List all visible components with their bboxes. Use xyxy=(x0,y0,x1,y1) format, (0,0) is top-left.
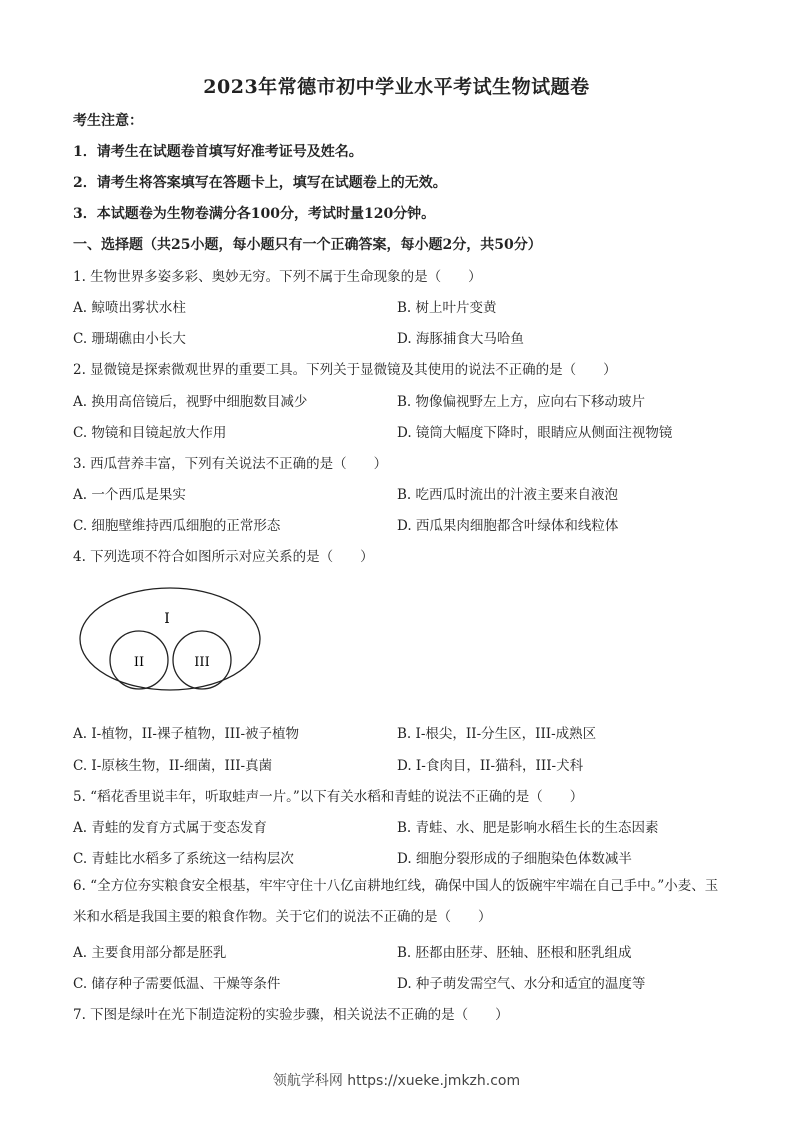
page-title: 2023年常德市初中学业水平考试生物试题卷 xyxy=(203,76,590,98)
q5-option-b: B. 青蛙、水、肥是影响水稻生长的生态因素 xyxy=(397,820,659,836)
q1-option-b: B. 树上叶片变黄 xyxy=(397,300,497,316)
q3-option-c: C. 细胞壁维持西瓜细胞的正常形态 xyxy=(73,518,281,534)
diagram-label-right: III xyxy=(194,655,210,670)
diagram-label-outer: I xyxy=(164,611,170,627)
q2-option-a: A. 换用高倍镜后，视野中细胞数目减少 xyxy=(73,394,308,410)
q4-option-d: D. I-食肉目，II-猫科，III-犬科 xyxy=(397,758,584,774)
section-heading: 一、选择题（共25小题，每小题只有一个正确答案，每小题2分，共50分） xyxy=(73,237,542,253)
q2-option-b: B. 物像偏视野左上方，应向右下移动玻片 xyxy=(397,394,646,410)
q4-option-a: A. I-植物，II-裸子植物，III-被子植物 xyxy=(73,726,300,742)
q5-option-c: C. 青蛙比水稻多了系统这一结构层次 xyxy=(73,851,294,867)
venn-diagram xyxy=(78,586,268,694)
notice-item-3: 3．本试题卷为生物卷满分各100分，考试时量120分钟。 xyxy=(73,206,436,222)
q1-option-a: A. 鲸喷出雾状水柱 xyxy=(73,300,186,316)
diagram-label-left: II xyxy=(133,655,145,670)
q6-option-c: C. 储存种子需要低温、干燥等条件 xyxy=(73,976,281,992)
q2-option-c: C. 物镜和目镜起放大作用 xyxy=(73,425,227,441)
q6-option-b: B. 胚都由胚芽、胚轴、胚根和胚乳组成 xyxy=(397,945,632,961)
question-1-stem: 1. 生物世界多姿多彩、奥妙无穷。下列不属于生命现象的是（ ） xyxy=(73,269,482,285)
question-2-stem: 2. 显微镜是探索微观世界的重要工具。下列关于显微镜及其使用的说法不正确的是（ ） xyxy=(73,362,617,378)
question-5-stem: 5. “稻花香里说丰年，听取蛙声一片。”以下有关水稻和青蛙的说法不正确的是（ ） xyxy=(73,789,584,805)
q1-option-c: C. 珊瑚礁由小长大 xyxy=(73,331,186,347)
q3-option-d: D. 西瓜果肉细胞都含叶绿体和线粒体 xyxy=(397,518,619,534)
question-7-stem: 7. 下图是绿叶在光下制造淀粉的实验步骤，相关说法不正确的是（ ） xyxy=(73,1007,509,1023)
q4-option-c: C. I-原核生物，II-细菌，III-真菌 xyxy=(73,758,273,774)
question-6-stem: 6. “全方位夯实粮食安全根基，牢牢守住十八亿亩耕地红线，确保中国人的饭碗牢牢端在自己手中。”小麦、玉米和水稻是我国主要的粮食作物。关于它们的说法不正确的是（ ） xyxy=(73,878,719,925)
q4-option-b: B. I-根尖，II-分生区，III-成熟区 xyxy=(397,726,597,742)
q3-option-b: B. 吃西瓜时流出的汁液主要来自液泡 xyxy=(397,487,619,503)
q6-option-a: A. 主要食用部分都是胚乳 xyxy=(73,945,227,961)
q6-option-d: D. 种子萌发需空气、水分和适宜的温度等 xyxy=(397,976,646,992)
q2-option-d: D. 镜筒大幅度下降时，眼睛应从侧面注视物镜 xyxy=(397,425,673,441)
question-4-stem: 4. 下列选项不符合如图所示对应关系的是（ ） xyxy=(73,549,374,565)
notice-item-2: 2．请考生将答案填写在答题卡上，填写在试题卷上的无效。 xyxy=(73,175,447,191)
footer-watermark[interactable]: 领航学科网 https://xueke.jmkzh.com xyxy=(272,1073,521,1089)
outer-ellipse xyxy=(80,588,260,690)
question-3-stem: 3. 西瓜营养丰富，下列有关说法不正确的是（ ） xyxy=(73,456,388,472)
q3-option-a: A. 一个西瓜是果实 xyxy=(73,487,186,503)
q5-option-a: A. 青蛙的发育方式属于变态发育 xyxy=(73,820,267,836)
notice-heading: 考生注意： xyxy=(73,113,143,129)
q1-option-d: D. 海豚捕食大马哈鱼 xyxy=(397,331,524,347)
q5-option-d: D. 细胞分裂形成的子细胞染色体数减半 xyxy=(397,851,632,867)
notice-item-1: 1．请考生在试题卷首填写好准考证号及姓名。 xyxy=(73,144,363,160)
